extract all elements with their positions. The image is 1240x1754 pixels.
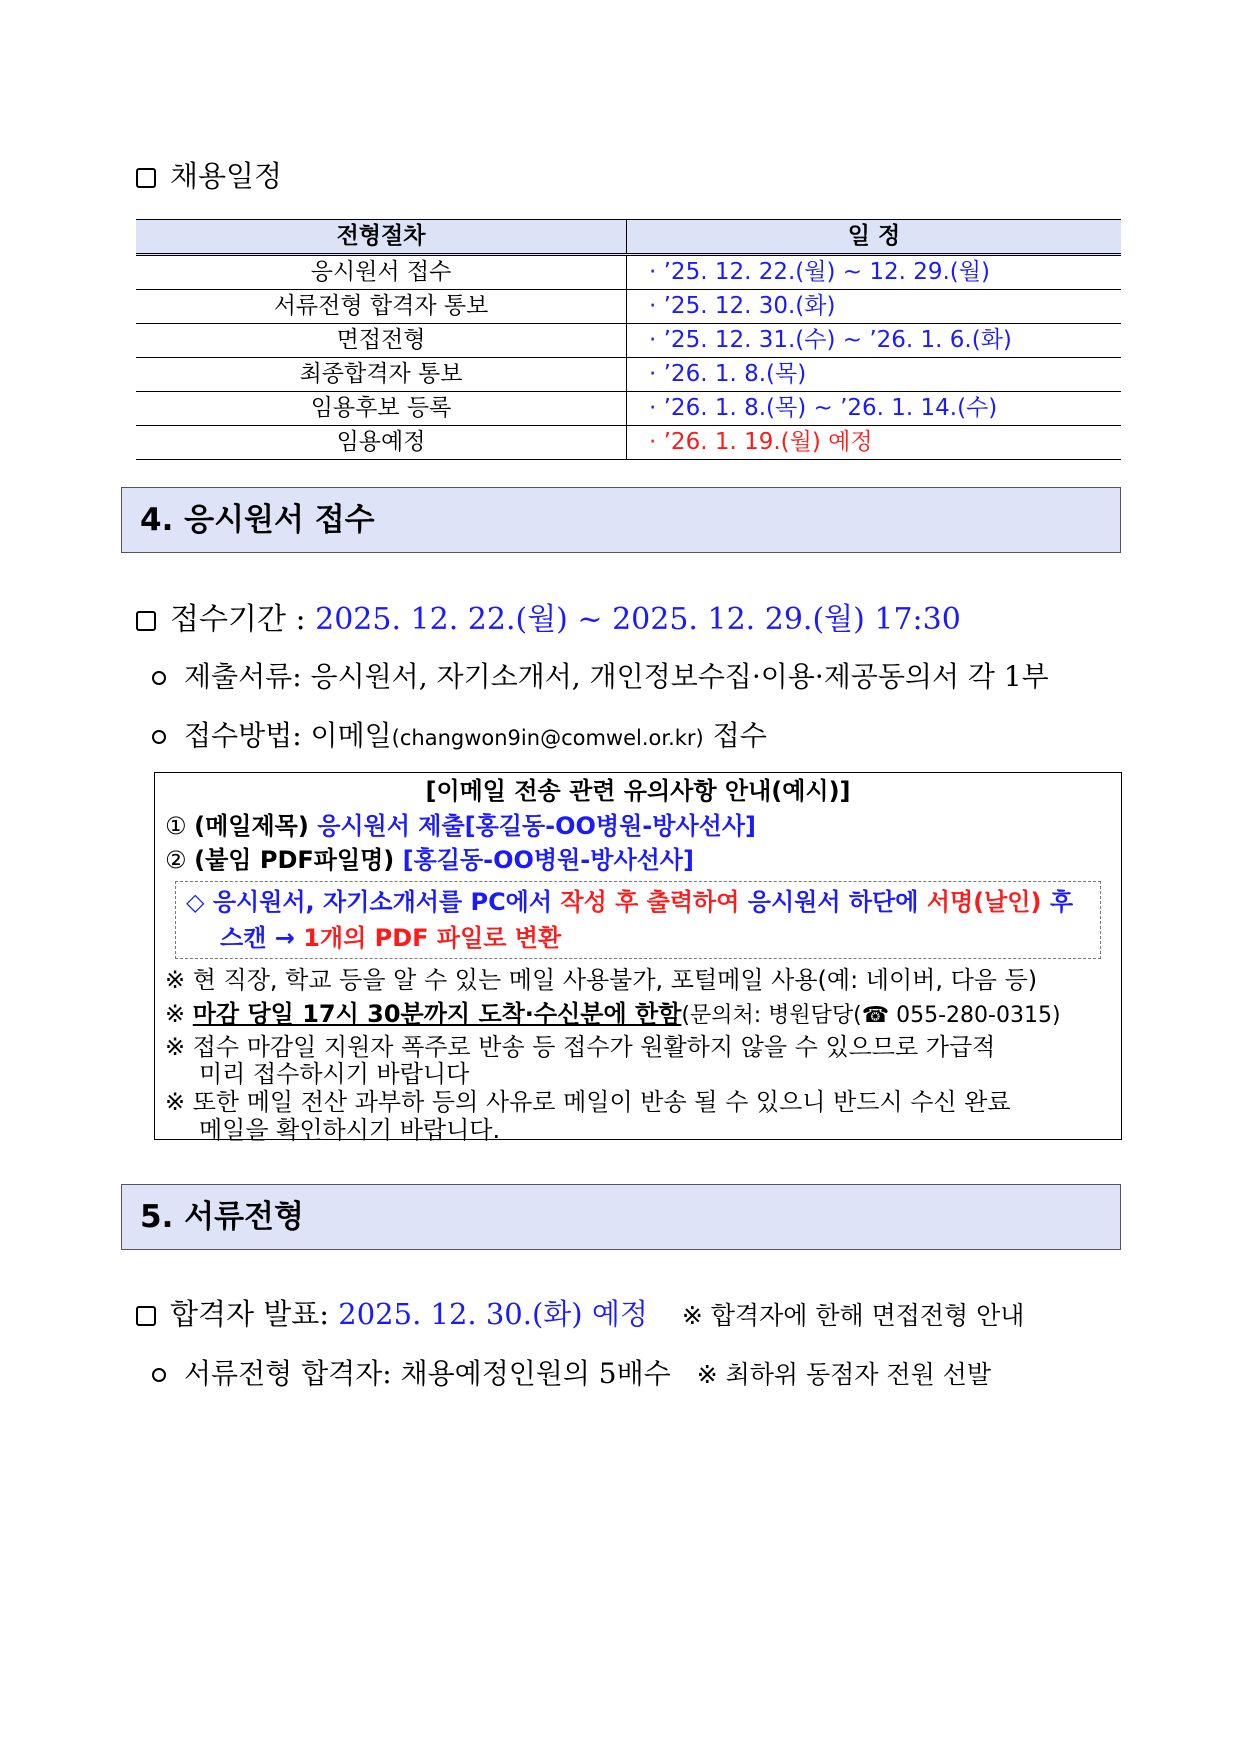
notice-item-filename: ② (붙임 PDF파일명) [홍길동-OO병원-방사선사] bbox=[165, 846, 694, 874]
announce-line: 합격자 발표: 2025. 12. 30.(화) 예정 ※ 합격자에 한해 면접전형 안내 bbox=[136, 1292, 1024, 1333]
notice-item-subject: ① (메일제목) 응시원서 제출[홍길동-OO병원-방사선사] bbox=[165, 812, 756, 840]
date-cell: · ’25. 12. 31.(수) ~ ’26. 1. 6.(화) bbox=[627, 324, 1122, 358]
pass-note: ※ 최하위 동점자 전원 선발 bbox=[696, 1360, 991, 1389]
date-cell: · ’26. 1. 8.(목) ~ ’26. 1. 14.(수) bbox=[627, 392, 1122, 426]
schedule-heading: 채용일정 bbox=[136, 154, 282, 195]
step-cell: 임용후보 등록 bbox=[136, 392, 627, 426]
column-header-date: 일 정 bbox=[627, 220, 1122, 255]
checkbox-square-icon bbox=[136, 611, 156, 631]
documents-text: 제출서류: 응시원서, 자기소개서, 개인정보수집·이용·제공동의서 각 1부 bbox=[184, 660, 1049, 693]
step-cell: 임용예정 bbox=[136, 426, 627, 460]
table-row bbox=[136, 426, 1121, 460]
checkbox-square-icon bbox=[136, 168, 156, 188]
documents-line bbox=[152, 655, 1049, 695]
notice-note-4-cont: 메일을 확인하시기 바랍니다. bbox=[199, 1116, 501, 1144]
step-cell: 응시원서 접수 bbox=[136, 255, 627, 290]
email-notice-box bbox=[154, 772, 1122, 1144]
notice-note-1: ※ 현 직장, 학교 등을 알 수 있는 메일 사용불가, 포털메일 사용(예: 네이버, 다음 등) bbox=[165, 966, 1038, 994]
table-row bbox=[136, 255, 1121, 290]
table-row bbox=[136, 290, 1121, 324]
section-4-header: 4. 응시원서 접수 bbox=[121, 487, 1121, 553]
circle-bullet-icon bbox=[152, 730, 166, 744]
table-row bbox=[136, 358, 1121, 392]
notice-inner-instruction: ◇ 응시원서, 자기소개서를 PC에서 작성 후 출력하여 응시원서 하단에 서명(날인) 후 스캔 → 1개의 PDF 파일로 변환 bbox=[175, 881, 1101, 959]
date-cell: · ’25. 12. 30.(화) bbox=[627, 290, 1122, 324]
section-5-header: 5. 서류전형 bbox=[121, 1184, 1121, 1250]
notice-note-3-cont: 미리 접수하시기 바랍니다 bbox=[199, 1060, 470, 1088]
date-cell: · ’25. 12. 22.(월) ~ 12. 29.(월) bbox=[627, 255, 1122, 290]
circle-bullet-icon bbox=[152, 671, 166, 685]
step-cell: 면접전형 bbox=[136, 324, 627, 358]
table-row bbox=[136, 324, 1121, 358]
notice-note-3: ※ 접수 마감일 지원자 폭주로 반송 등 접수가 원활하지 않을 수 있으므로 가급적 bbox=[165, 1033, 996, 1061]
step-cell: 최종합격자 통보 bbox=[136, 358, 627, 392]
period-line bbox=[136, 594, 961, 638]
circle-bullet-icon bbox=[152, 1368, 166, 1382]
notice-note-2: ※ 마감 당일 17시 30분까지 도착·수신분에 한함(문의처: 병원담당(☎ 055-280-0315) bbox=[165, 1000, 1061, 1028]
email-address: (changwon9in@comwel.or.kr) bbox=[391, 726, 704, 750]
date-cell: · ’26. 1. 8.(목) bbox=[627, 358, 1122, 392]
announce-note: ※ 합격자에 한해 면접전형 안내 bbox=[681, 1301, 1025, 1330]
method-line: 접수방법: 이메일(changwon9in@comwel.or.kr) 접수 bbox=[152, 714, 767, 754]
period-label: 접수기간 : bbox=[170, 602, 316, 637]
schedule-table bbox=[136, 219, 1121, 460]
schedule-header-row bbox=[136, 220, 1121, 255]
table-row bbox=[136, 392, 1121, 426]
column-header-step: 전형절차 bbox=[136, 220, 627, 255]
notice-title: [이메일 전송 관련 유의사항 안내(예시)] bbox=[425, 777, 851, 805]
period-value: 2025. 12. 22.(월) ~ 2025. 12. 29.(월) 17:30 bbox=[315, 602, 961, 637]
checkbox-square-icon bbox=[136, 1306, 156, 1326]
step-cell: 서류전형 합격자 통보 bbox=[136, 290, 627, 324]
notice-note-4: ※ 또한 메일 전산 과부하 등의 사유로 메일이 반송 될 수 있으니 반드시 수신 완료 bbox=[165, 1088, 1011, 1116]
date-cell: · ’26. 1. 19.(월) 예정 bbox=[627, 426, 1122, 460]
pass-line: 서류전형 합격자: 채용예정인원의 5배수 ※ 최하위 동점자 전원 선발 bbox=[152, 1352, 991, 1392]
announce-value: 2025. 12. 30.(화) 예정 bbox=[338, 1297, 648, 1331]
